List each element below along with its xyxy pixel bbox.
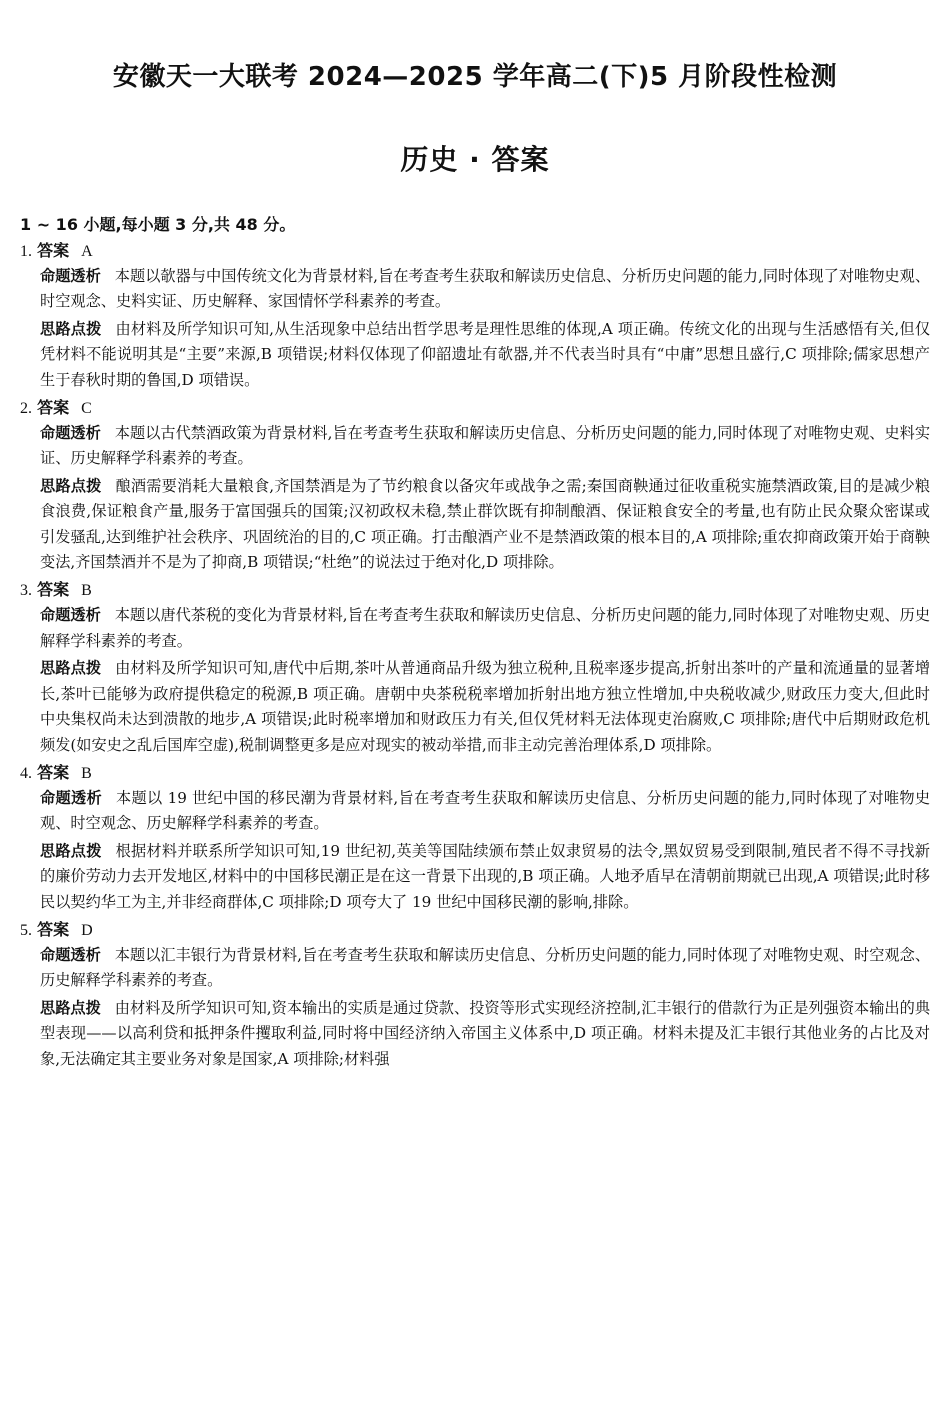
answer-label: 答案	[37, 919, 70, 939]
analysis-text: 本题以欹器与中国传统文化为背景材料,旨在考查考生获取和解读历史信息、分析历史问题的能力,同时体现了对唯物史观、时空观念、史料实证、历史解释、家国情怀学科素养的考查。	[40, 267, 931, 311]
question-header	[20, 395, 930, 421]
approach-label: 思路点拨	[40, 319, 102, 338]
approach-paragraph	[20, 996, 930, 1072]
question-header	[20, 760, 930, 786]
question-header	[20, 577, 930, 603]
approach-paragraph	[20, 474, 930, 576]
answer-label: 答案	[37, 241, 70, 260]
page-subtitle: 历史 · 答案	[400, 143, 550, 176]
page-title: 安徽天一大联考 2024—2025 学年高二(下)5 月阶段性检测	[112, 62, 838, 92]
approach-paragraph	[20, 656, 930, 758]
approach-label: 思路点拨	[40, 998, 101, 1017]
analysis-label: 命题透析	[40, 606, 101, 625]
analysis-label: 命题透析	[40, 788, 102, 807]
analysis-label: 命题透析	[40, 945, 101, 964]
analysis-paragraph	[20, 603, 930, 654]
answer-choice: B	[81, 582, 92, 600]
question-item	[20, 395, 930, 575]
answer-choice: A	[81, 243, 93, 260]
approach-label: 思路点拨	[40, 476, 102, 495]
analysis-paragraph	[20, 264, 930, 315]
answer-label: 答案	[37, 762, 70, 782]
analysis-text: 本题以汇丰银行为背景材料,旨在考查考生获取和解读历史信息、分析历史问题的能力,同时体现了对唯物史观、时空观念、历史解释学科素养的考查。	[40, 945, 931, 990]
analysis-text: 本题以 19 世纪中国的移民潮为背景材料,旨在考查考生获取和解读历史信息、分析历史问题的能力,同时体现了对唯物史观、时空观念、历史解释学科素养的考查。	[40, 788, 931, 833]
question-header	[20, 917, 930, 943]
approach-text: 酿酒需要消耗大量粮食,齐国禁酒是为了节约粮食以备灾年或战争之需;秦国商鞅通过征收重税实施禁酒政策,目的是减少粮食浪费,保证粮食产量,服务于富国强兵的国策;汉初政权未稳,禁止群饮既有抑制酿酒、保证粮食安全的考量,也有防止民众聚众密谋或引发骚乱,达到维护社会秩序、巩固统治的目的,C 项正确。打击酿酒产业不是禁酒政策的根本目的,A 项排除;重农抑商政策开始于商鞅变法,齐国禁酒并不是为了抑商,B 项错误;“杜绝”的说法过于绝对化,D 项排除。	[40, 476, 931, 572]
answer-label: 答案	[37, 398, 70, 418]
question-list	[20, 238, 930, 1072]
question-header	[20, 238, 930, 264]
question-number: 5.	[20, 921, 32, 939]
approach-text: 由材料及所学知识可知,唐代中后期,茶叶从普通商品升级为独立税种,且税率逐步提高,折射出茶叶的产量和流通量的显著增长,茶叶已能够为政府提供稳定的税源,B 项正确。唐朝中央茶税税率增加折射出地方独立性增加,中央税收减少,财政压力变大,但此时中央集权尚未达到溃散的地步,A 项错误;此时税率增加和财政压力有关,但仅凭材料无法体现吏治腐败,C 项排除;唐代中后期财政危机频发(如安史之乱后国库空虚),税制调整更多是应对现实的被动举措,而非主动完善治理体系,D 项排除。	[40, 659, 931, 754]
approach-label: 思路点拨	[40, 841, 102, 860]
analysis-label: 命题透析	[40, 424, 101, 443]
question-number: 3.	[20, 582, 32, 600]
answer-label: 答案	[37, 580, 70, 600]
analysis-text: 本题以唐代茶税的变化为背景材料,旨在考查考生获取和解读历史信息、分析历史问题的能力,同时体现了对唯物史观、历史解释学科素养的考查。	[40, 606, 931, 650]
approach-paragraph	[20, 839, 930, 915]
question-item	[20, 577, 930, 757]
analysis-text: 本题以古代禁酒政策为背景材料,旨在考查考生获取和解读历史信息、分析历史问题的能力,同时体现了对唯物史观、史料实证、历史解释学科素养的考查。	[40, 424, 931, 468]
question-item	[20, 760, 930, 915]
approach-text: 由材料及所学知识可知,从生活现象中总结出哲学思考是理性思维的体现,A 项正确。传统文化的出现与生活感悟有关,但仅凭材料不能说明其是“主要”来源,B 项错误;材料仅体现了仰韶遗址有欹器,并不代表当时具有“中庸”思想且盛行,C 项排除;儒家思想产生于春秋时期的鲁国,D 项错误。	[40, 319, 931, 389]
approach-text: 由材料及所学知识可知,资本输出的实质是通过贷款、投资等形式实现经济控制,汇丰银行的借款行为正是列强资本输出的典型表现——以高利贷和抵押条件攫取利益,同时将中国经济纳入帝国主义体系中,D 项正确。材料未提及汇丰银行其他业务的占比及对象,无法确定其主要业务对象是国家,A 项排除;材料强	[40, 998, 931, 1068]
analysis-paragraph	[20, 421, 930, 472]
analysis-paragraph	[20, 786, 930, 837]
analysis-paragraph	[20, 943, 930, 994]
answer-choice: D	[81, 921, 93, 939]
question-item	[20, 917, 930, 1072]
approach-text: 根据材料并联系所学知识可知,19 世纪初,英美等国陆续颁布禁止奴隶贸易的法令,黑奴贸易受到限制,殖民者不得不寻找新的廉价劳动力去开发地区,材料中的中国移民潮正是在这一背景下出现的,B 项正确。人地矛盾早在清朝前期就已出现,A 项错误;此时移民以契约华工为主,并非经商群体,C 项排除;D 项夸大了 19 世纪中国移民潮的影响,排除。	[40, 841, 930, 911]
approach-paragraph	[20, 317, 930, 393]
answer-content	[20, 212, 930, 1074]
question-number: 4.	[20, 764, 32, 782]
answer-choice: B	[81, 764, 92, 782]
analysis-label: 命题透析	[40, 267, 101, 285]
approach-label: 思路点拨	[40, 659, 102, 678]
question-item	[20, 238, 930, 393]
question-number: 2.	[20, 400, 32, 418]
question-number: 1.	[20, 243, 32, 260]
answer-choice: C	[81, 400, 92, 418]
scoring-intro: 1 ~ 16 小题,每小题 3 分,共 48 分。	[20, 215, 296, 234]
